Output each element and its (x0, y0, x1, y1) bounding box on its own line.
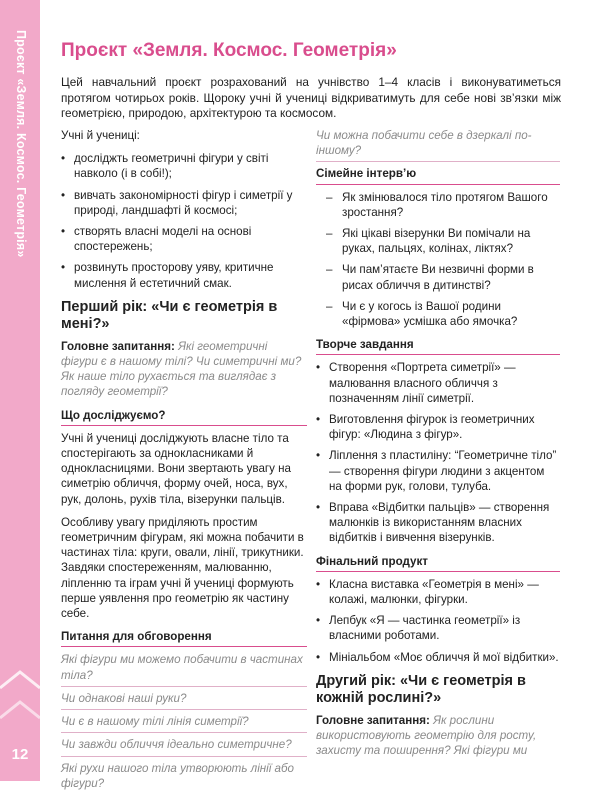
main-question-label: Головне запитання: (61, 339, 175, 353)
year2-heading: Другий рік: «Чи є геометрія в кожній рослині?» (316, 672, 526, 706)
main-question (61, 339, 307, 400)
discussion-question: Чи можна побачити себе в дзеркалі по-іншому? (316, 128, 560, 162)
main-question-label: Головне запитання: (316, 713, 430, 727)
interview-list (316, 190, 560, 330)
goals-list (61, 151, 307, 291)
discussion-question: Які рухи нашого тіла утворюють лінії або фігури? (61, 761, 294, 790)
list-item: – Як змінювалося тіло протягом Вашого зростання? (316, 190, 560, 220)
main-question-text: Які геометричні фігури є в нашому тілі? Чи симетричні ми? Як наше тіло рухається та виглядає з погляду геометрії? (61, 339, 302, 399)
students-label: Учні й учениці: (61, 129, 140, 142)
list-item: – Чи пам’ятаєте Ви незвичні форми в рисах обличчя в дитинстві? (316, 262, 560, 292)
list-item: – Чи є у когось із Вашої родини «фірмова» усмішка або ямочка? (316, 299, 560, 329)
tasks-list (316, 360, 560, 545)
left-column (61, 128, 307, 798)
interview-heading: Сімейне інтерв’ю (316, 166, 560, 184)
list-item: • Створення «Портрета симетрії» — малювання власного обличчя з позначенням лінії симетрії. (316, 360, 560, 406)
discussion-question: Чи є в нашому тілі лінія симетрії? (61, 714, 307, 733)
list-item: • Класна виставка «Геометрія в мені» — колажі, малюнки, фігурки. (316, 577, 560, 607)
final-heading: Фінальний продукт (316, 554, 560, 572)
main-question-text: Як рослини використовують геометрію для росту, захисту та поширення? Які фігури ми (316, 713, 537, 758)
list-item: • Лепбук «Я — частинка геометрії» із власними роботами. (316, 613, 560, 643)
running-title: Проєкт «Земля. Космос. Геометрія» (14, 30, 28, 258)
tasks-heading: Творче завдання (316, 337, 560, 355)
chevron-up-icon (0, 690, 40, 730)
year1-heading: Перший рік: «Чи є геометрія в мені?» (61, 298, 278, 332)
explore-paragraph-1: Учні й учениці досліджують власне тіло та спостерігають за однокласниками й однокласницями. Вони звертають увагу на симетрію обличчя, форму очей, носа, вух, рук, долонь, рухів тіла, візерунки пальців. (61, 431, 291, 506)
list-item: • Мініальбом «Моє обличчя й мої відбитки». (316, 650, 560, 665)
explore-paragraph-2: Особливу увагу приділяють простим геометричним фігурам, які можна побачити в частинах тіла: круги, овали, лінії, трикутники. Завдяки спостереженням, малюванню, ліпленню та іграм учні й учениці формують перше уявлення про геометрію як частину себе. (61, 515, 304, 621)
main-question (316, 713, 560, 759)
page-number: 12 (11, 746, 29, 763)
intro-paragraph: Цей навчальний проєкт розрахований на учнівство 1–4 класів і виконуватиметься протягом чотирьох років. Щороку учні й учениці відкриватимуть для себе нові зв’язки між геометрією, природою, архітектурою та космосом. (61, 75, 561, 120)
list-item: • розвинуть просторову уяву, критичне мислення й естетичний смак. (61, 260, 307, 290)
explore-heading: Що досліджуємо? (61, 408, 307, 426)
list-item: – Які цікаві візерунки Ви помічали на руках, пальцях, колінах, ліктях? (316, 226, 560, 256)
discussion-question: Чи завжди обличчя ідеально симетричне? (61, 737, 307, 756)
list-item: • досліджть геометричні фігури у світі навколо (і в собі!); (61, 151, 307, 181)
list-item: • Вправа «Відбитки пальців» — створення малюнків із використанням власних відбитків і вивчення візерунків. (316, 500, 560, 546)
sidebar-strip (0, 0, 40, 781)
list-item: • створять власні моделі на основі спостережень; (61, 224, 307, 254)
list-item: • Ліплення з пластиліну: “Геометричне тіло” — створення фігури людини з акцентом на форми рук, голови, тулуба. (316, 448, 560, 494)
discussion-question: Чи однакові наші руки? (61, 691, 307, 710)
list-item: • вивчать закономірності фігур і симетрії у природі, ландшафті й космосі; (61, 188, 307, 218)
discussion-question: Які фігури ми можемо побачити в частинах тіла? (61, 652, 307, 686)
right-column (316, 128, 560, 767)
discussion-heading: Питання для обговорення (61, 629, 307, 647)
final-list (316, 577, 560, 665)
list-item: • Виготовлення фігурок із геометричних фігур: «Людина з фігур». (316, 412, 560, 442)
page-title: Проєкт «Земля. Космос. Геометрія» (61, 40, 397, 61)
